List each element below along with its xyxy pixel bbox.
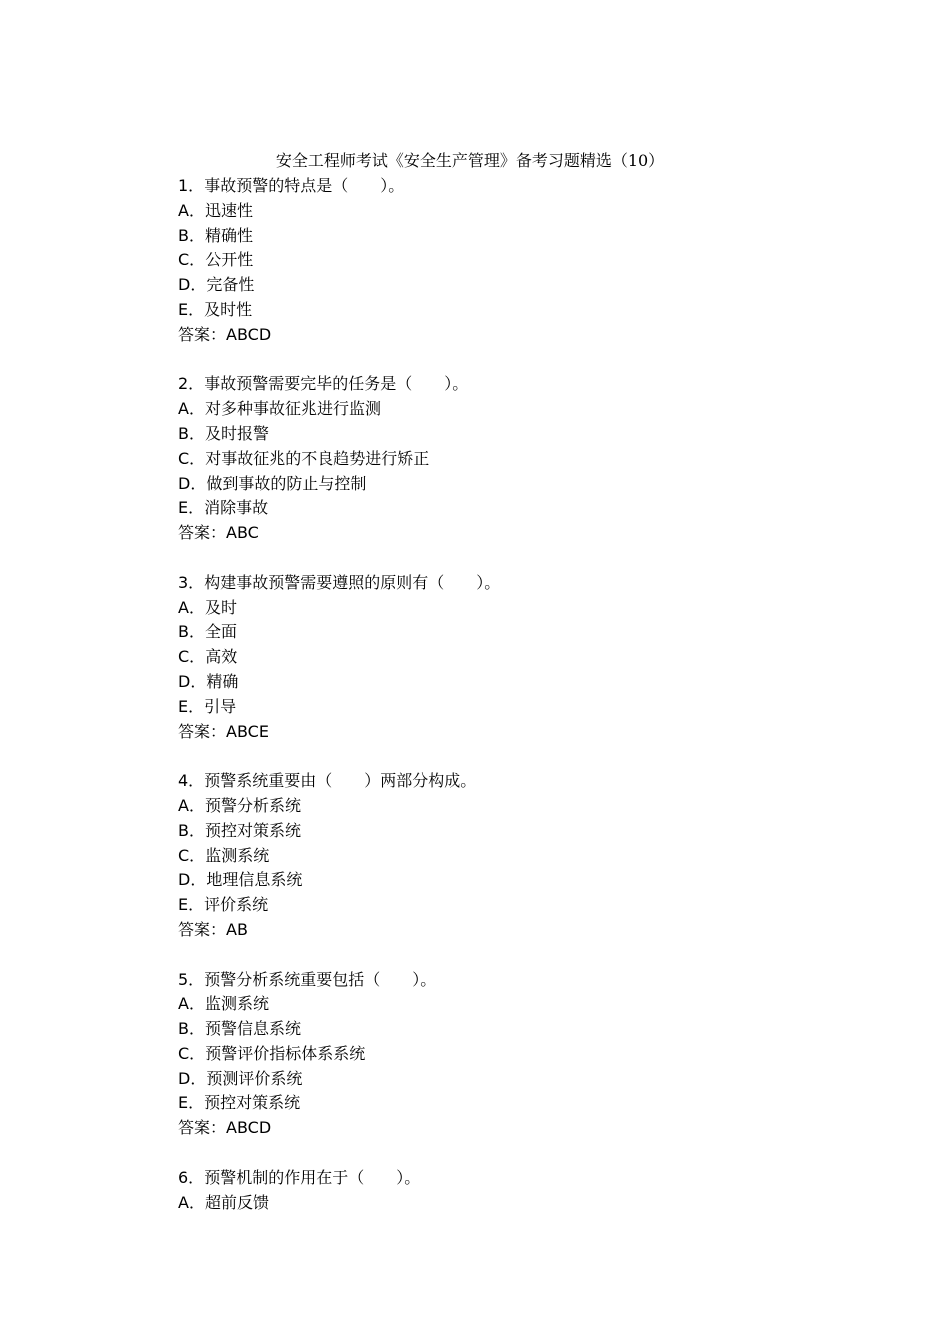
option-item bbox=[178, 248, 878, 273]
option-label: D． bbox=[178, 870, 207, 890]
option-item bbox=[178, 893, 878, 918]
option-item bbox=[178, 1017, 878, 1042]
spacer bbox=[178, 943, 878, 968]
question-list bbox=[178, 174, 878, 1215]
option-text: 及时报警 bbox=[204, 423, 269, 443]
option-item bbox=[178, 422, 878, 447]
question-stem bbox=[178, 1166, 878, 1191]
option-label: D． bbox=[178, 275, 207, 295]
option-text: 迅速性 bbox=[204, 200, 253, 220]
question-stem bbox=[178, 769, 878, 794]
option-label: B． bbox=[178, 820, 205, 840]
option-item bbox=[178, 596, 878, 621]
option-text: 超前反馈 bbox=[204, 1192, 269, 1212]
option-label: A． bbox=[178, 994, 205, 1014]
answer-line bbox=[178, 1116, 878, 1141]
answer-line bbox=[178, 918, 878, 943]
question-number: 6． bbox=[178, 1167, 205, 1187]
question-text: 构建事故预警需要遵照的原则有（ ）。 bbox=[204, 572, 501, 592]
option-text: 预测评价系统 bbox=[206, 1068, 303, 1088]
option-text: 公开性 bbox=[205, 250, 254, 270]
option-text: 精确性 bbox=[204, 225, 253, 245]
option-item bbox=[178, 1067, 878, 1092]
option-item bbox=[178, 496, 878, 521]
option-item bbox=[178, 645, 878, 670]
option-text: 监测系统 bbox=[204, 994, 269, 1014]
spacer bbox=[178, 744, 878, 769]
option-item bbox=[178, 844, 878, 869]
answer-label: 答案： bbox=[178, 919, 227, 939]
option-item bbox=[178, 620, 878, 645]
option-text: 高效 bbox=[205, 647, 238, 667]
question-number: 3． bbox=[178, 572, 205, 592]
answer-label: 答案： bbox=[178, 523, 227, 543]
option-item bbox=[178, 224, 878, 249]
option-label: C． bbox=[178, 250, 206, 270]
answer-line bbox=[178, 521, 878, 546]
option-item bbox=[178, 670, 878, 695]
answer-value: ABC bbox=[226, 523, 259, 543]
option-label: D． bbox=[178, 473, 207, 493]
option-label: C． bbox=[178, 448, 206, 468]
question-number: 5． bbox=[178, 969, 205, 989]
answer-label: 答案： bbox=[178, 1118, 227, 1138]
answer-label: 答案： bbox=[178, 324, 227, 344]
option-label: B． bbox=[178, 1019, 205, 1039]
option-text: 消除事故 bbox=[204, 498, 269, 518]
spacer bbox=[178, 546, 878, 571]
question-text: 预警分析系统重要包括（ ）。 bbox=[204, 969, 437, 989]
option-label: B． bbox=[178, 423, 205, 443]
option-label: B． bbox=[178, 622, 205, 642]
option-text: 监测系统 bbox=[205, 845, 270, 865]
option-label: E． bbox=[178, 895, 205, 915]
option-text: 做到事故的防止与控制 bbox=[206, 473, 367, 493]
option-label: A． bbox=[178, 399, 205, 419]
answer-value: ABCE bbox=[226, 721, 269, 741]
question-number: 4． bbox=[178, 771, 205, 791]
option-label: E． bbox=[178, 498, 205, 518]
spacer bbox=[178, 348, 878, 373]
option-item bbox=[178, 298, 878, 323]
question-text: 预警系统重要由（ ）两部分构成。 bbox=[204, 771, 477, 791]
answer-value: ABCD bbox=[226, 1118, 272, 1138]
option-item bbox=[178, 794, 878, 819]
answer-value: AB bbox=[226, 919, 248, 939]
question-number: 1． bbox=[178, 176, 205, 195]
option-text: 预警评价指标体系系统 bbox=[205, 1043, 366, 1063]
question-number: 2． bbox=[178, 374, 205, 394]
document-title: 安全工程师考试《安全生产管理》备考习题精选（10） bbox=[275, 151, 665, 170]
question-stem bbox=[178, 571, 878, 596]
option-text: 预警信息系统 bbox=[204, 1019, 301, 1039]
option-item bbox=[178, 199, 878, 224]
option-item bbox=[178, 447, 878, 472]
option-label: C． bbox=[178, 647, 206, 667]
option-label: A． bbox=[178, 597, 205, 617]
option-item bbox=[178, 819, 878, 844]
option-text: 对多种事故征兆进行监测 bbox=[204, 399, 381, 419]
option-text: 精确 bbox=[206, 671, 239, 691]
question-text: 事故预警的特点是（ ）。 bbox=[204, 176, 405, 195]
option-text: 评价系统 bbox=[204, 895, 269, 915]
option-item bbox=[178, 1191, 878, 1216]
option-label: A． bbox=[178, 200, 205, 220]
option-text: 预控对策系统 bbox=[204, 1093, 301, 1113]
option-item bbox=[178, 273, 878, 298]
option-label: B． bbox=[178, 225, 205, 245]
answer-line bbox=[178, 323, 878, 348]
option-text: 预控对策系统 bbox=[204, 820, 301, 840]
option-text: 及时 bbox=[204, 597, 237, 617]
option-label: E． bbox=[178, 1093, 205, 1113]
option-item bbox=[178, 695, 878, 720]
option-text: 及时性 bbox=[204, 299, 253, 319]
option-label: E． bbox=[178, 696, 205, 716]
question-stem bbox=[178, 968, 878, 993]
option-item bbox=[178, 992, 878, 1017]
answer-label: 答案： bbox=[178, 721, 227, 741]
option-text: 完备性 bbox=[206, 275, 255, 295]
option-item bbox=[178, 1042, 878, 1067]
option-label: C． bbox=[178, 1043, 206, 1063]
option-item bbox=[178, 472, 878, 497]
option-label: C． bbox=[178, 845, 206, 865]
question-text: 事故预警需要完毕的任务是（ ）。 bbox=[204, 374, 469, 394]
answer-value: ABCD bbox=[226, 324, 272, 344]
question-text: 预警机制的作用在于（ ）。 bbox=[204, 1167, 421, 1187]
option-text: 全面 bbox=[204, 622, 237, 642]
option-item bbox=[178, 1091, 878, 1116]
option-label: D． bbox=[178, 671, 207, 691]
question-stem bbox=[178, 372, 878, 397]
option-label: A． bbox=[178, 795, 205, 815]
option-label: E． bbox=[178, 299, 205, 319]
option-text: 预警分析系统 bbox=[204, 795, 301, 815]
option-item bbox=[178, 397, 878, 422]
answer-line bbox=[178, 720, 878, 745]
option-text: 引导 bbox=[204, 696, 237, 716]
option-item bbox=[178, 868, 878, 893]
spacer bbox=[178, 1141, 878, 1166]
option-label: D． bbox=[178, 1068, 207, 1088]
question-stem bbox=[178, 174, 878, 199]
option-text: 对事故征兆的不良趋势进行矫正 bbox=[205, 448, 430, 468]
option-label: A． bbox=[178, 1192, 205, 1212]
option-text: 地理信息系统 bbox=[206, 870, 303, 890]
